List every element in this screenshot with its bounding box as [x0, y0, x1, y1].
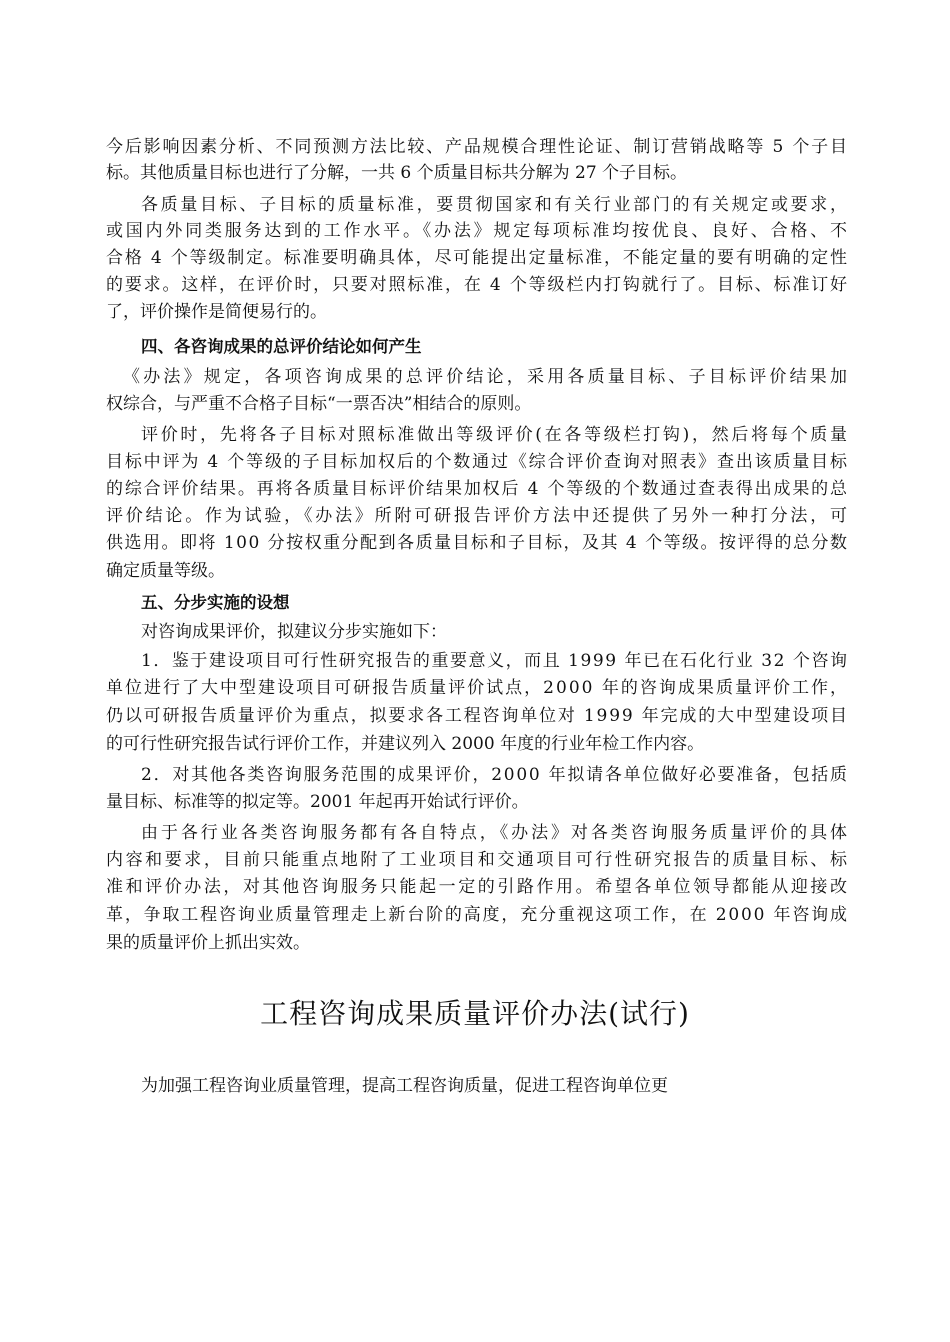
section-heading: 四、各咨询成果的总评价结论如何产生: [141, 337, 422, 356]
body-line: 准和评价办法，对其他咨询服务只能起一定的引路作用。希望各单位领导都能从迎接改: [106, 877, 850, 897]
intro-line: 为加强工程咨询业质量管理，提高工程咨询质量，促进工程咨询单位更: [141, 1076, 668, 1096]
body-line: 《办法》规定，各项咨询成果的总评价结论，采用各质量目标、子目标评价结果加: [123, 367, 851, 387]
body-line: 评价时，先将各子目标对照标准做出等级评价(在各等级栏打钩)，然后将每个质量: [141, 425, 850, 445]
body-line: 量目标、标准等的拟定等。2001 年起再开始试行评价。: [106, 792, 529, 812]
body-line: 仍以可研报告质量评价为重点，拟要求各工程咨询单位对 1999 年完成的大中型建设项目: [106, 706, 849, 726]
body-line: 了，评价操作是简便易行的。: [106, 302, 327, 322]
body-line: 单位进行了大中型建设项目可研报告质量评价试点，2000 年的咨询成果质量评价工作，: [106, 678, 850, 698]
body-line: 合格 4 个等级制定。标准要明确具体，尽可能提出定量标准，不能定量的要有明确的定性: [106, 248, 849, 268]
body-line: 或国内外同类服务达到的工作水平。《办法》规定每项标准均按优良、良好、合格、不: [106, 221, 850, 241]
body-line: 权综合，与严重不合格子目标“一票否决”相结合的原则。: [106, 394, 532, 414]
section-heading: 五、分步实施的设想: [141, 593, 290, 612]
body-line: 由于各行业各类咨询服务都有各自特点，《办法》对各类咨询服务质量评价的具体: [141, 823, 850, 843]
document-title: 工程咨询成果质量评价办法(试行): [260, 997, 690, 1030]
body-line: 目标中评为 4 个等级的子目标加权后的个数通过《综合评价查询对照表》查出该质量目标: [106, 452, 849, 472]
body-line: 果的质量评价上抓出实效。: [106, 933, 310, 953]
body-line: 的综合评价结果。再将各质量目标评价结果加权后 4 个等级的个数通过查表得出成果的总: [106, 479, 849, 499]
body-line: 1．鉴于建设项目可行性研究报告的重要意义，而且 1999 年已在石化行业 32 个咨询: [141, 651, 849, 671]
body-line: 对咨询成果评价，拟建议分步实施如下：: [141, 622, 447, 642]
body-line: 供选用。即将 100 分按权重分配到各质量目标和子目标，及其 4 个等级。按评得的总分数: [106, 533, 849, 553]
body-line: 的可行性研究报告试行评价工作，并建议列入 2000 年度的行业年检工作内容。: [106, 734, 705, 754]
body-line: 各质量目标、子目标的质量标准，要贯彻国家和有关行业部门的有关规定或要求，: [141, 195, 850, 215]
body-line: 内容和要求，目前只能重点地附了工业项目和交通项目可行性研究报告的质量目标、标: [106, 850, 850, 870]
body-line: 今后影响因素分析、不同预测方法比较、产品规模合理性论证、制订营销战略等 5 个子目: [106, 137, 849, 157]
body-line: 2．对其他各类咨询服务范围的成果评价，2000 年拟请各单位做好必要准备，包括质: [141, 765, 849, 785]
body-line: 确定质量等级。: [106, 561, 225, 581]
body-line: 评价结论。作为试验，《办法》所附可研报告评价方法中还提供了另外一种打分法，可: [106, 506, 850, 526]
body-line: 革，争取工程咨询业质量管理走上新台阶的高度，充分重视这项工作，在 2000 年咨询成: [106, 905, 849, 925]
body-line: 标。其他质量目标也进行了分解，一共 6 个质量目标共分解为 27 个子目标。: [106, 163, 688, 183]
body-line: 的要求。这样，在评价时，只要对照标准，在 4 个等级栏内打钩就行了。目标、标准订好: [106, 275, 849, 295]
